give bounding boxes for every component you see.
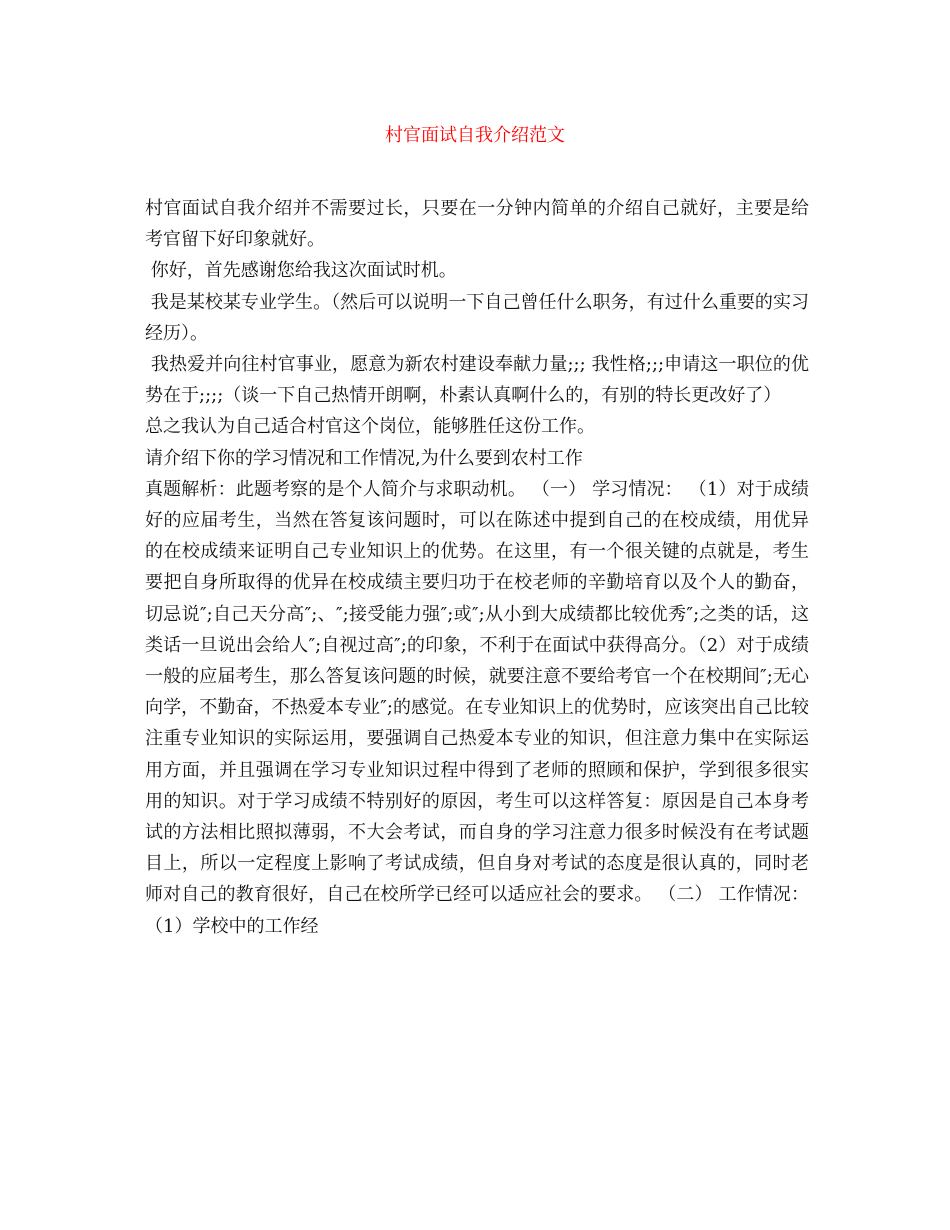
document-body: [145, 193, 815, 942]
document-title: 村官面试自我介绍范文: [385, 125, 565, 146]
paragraph-conclusion: 总之我认为自己适合村官这个岗位，能够胜任这份工作。: [145, 416, 595, 438]
paragraph-background: 我是某校某专业学生。（然后可以说明一下自己曾任什么职务，有过什么重要的实习经历）。: [145, 291, 809, 344]
paragraph-question: 请介绍下你的学习情况和工作情况,为什么要到农村工作: [145, 447, 583, 469]
paragraph-intro: 村官面试自我介绍并不需要过长，只要在一分钟内简单的介绍自己就好，主要是给考官留下好印象就好。: [145, 198, 809, 251]
paragraph-analysis: 真题解析：此题考察的是个人简介与求职动机。 （一） 学习情况： （1）对于成绩好的应届考生，当然在答复该问题时，可以在陈述中提到自己的在校成绩，用优异的在校成绩来证明自己专业知识上的优势。在这里，有一个很关键的点就是，考生要把自身所取得的优异在校成绩主要归功于在校老师的辛勤培育以及个人的勤奋，切忌说″;自己天分高″;、″;接受能力强″;或″;从小到大成绩都比较优秀″;之类的话，这类话一旦说出会给人″;自视过高″;的印象，不利于在面试中获得高分。（2）对于成绩一般的应届考生，那么答复该问题的时候，就要注意不要给考官一个在校期间″;无心向学，不勤奋，不热爱本专业″;的感觉。在专业知识上的优势时，应该突出自己比较注重专业知识的实际运用，要强调自己热爱本专业的知识，但注意力集中在实际运用方面，并且强调在学习专业知识过程中得到了老师的照顾和保护，学到很多很实用的知识。对于学习成绩不特别好的原因，考生可以这样答复：原因是自己本身考试的方法相比照拟薄弱，不大会考试，而自身的学习注意力很多时候没有在考试题目上，所以一定程度上影响了考试成绩，但自身对考试的态度是很认真的，同时老师对自己的教育很好，自己在校所学已经可以适应社会的要求。 （二） 工作情况： （1）学校中的工作经: [145, 478, 815, 937]
paragraph-motivation: 我热爱并向往村官事业，愿意为新农村建设奉献力量;;; 我性格;;;申请这一职位的优势在于;;;;（谈一下自己热情开朗啊，朴素认真啊什么的，有别的特长更改好了）: [145, 354, 809, 407]
paragraph-greeting: 你好，首先感谢您给我这次面试时机。: [145, 260, 457, 282]
